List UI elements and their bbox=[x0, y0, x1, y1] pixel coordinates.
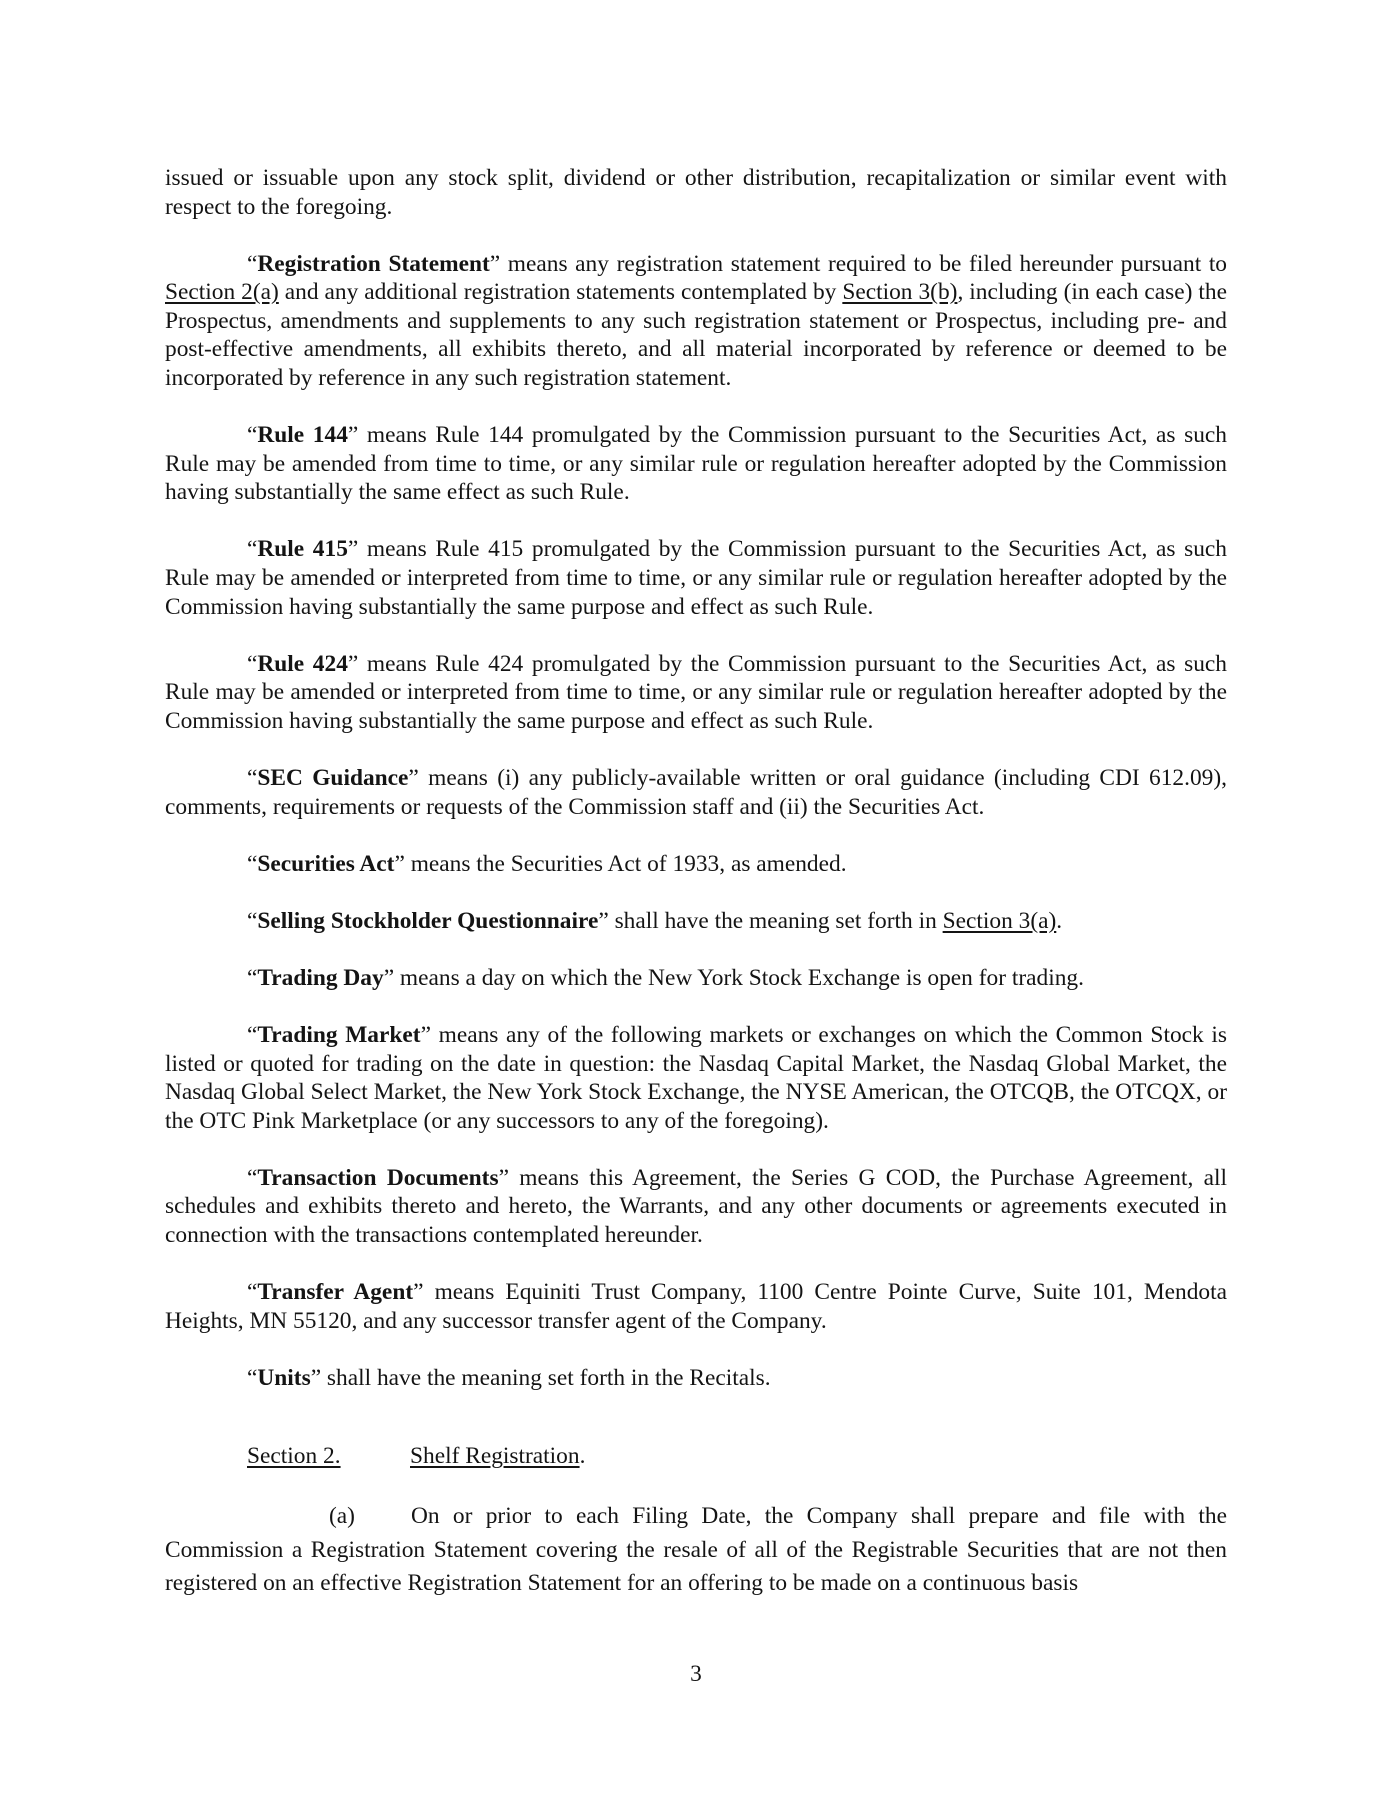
definition-selling-stockholder-questionnaire: “Selling Stockholder Questionnaire” shall have the meaning set forth in Section 3(a). bbox=[247, 907, 1063, 934]
definition-rule-415: “Rule 415” means Rule 415 promulgated by the Commission pursuant to the Securities Act, as such Rule may be amended or interpreted from time to time, or any similar rule or regulation hereafter adopted by the Commission having substantially the same purpose and effect as such Rule. bbox=[165, 536, 1227, 620]
defined-term: Rule 424 bbox=[257, 650, 348, 677]
defined-term: Securities Act bbox=[257, 850, 395, 877]
defined-term: Registration Statement bbox=[257, 250, 490, 277]
definition-registration-statement: “Registration Statement” means any registration statement required to be filed hereunder pursuant to Section 2(a) and any additional registration statements contemplated by Section 3(b), including (in each case) the Prospectus, amendments and supplements to any such registration statement or Prospectus, including pre- and post-effective amendments, all exhibits thereto, and all material incorporated by reference or deemed to be incorporated by reference in any such registration statement. bbox=[165, 250, 1228, 392]
section-reference: Section 2(a) bbox=[165, 279, 279, 306]
defined-term: Trading Market bbox=[257, 1021, 421, 1048]
section-number: Section 2. bbox=[247, 1443, 341, 1470]
section-title: Shelf Registration bbox=[410, 1443, 580, 1470]
definition-transfer-agent: “Transfer Agent” means Equiniti Trust Company, 1100 Centre Pointe Curve, Suite 101, Mendota Heights, MN 55120, and any successor transfer agent of the Company. bbox=[165, 1279, 1227, 1334]
document-page bbox=[165, 164, 1227, 1601]
definition-trading-day: “Trading Day” means a day on which the New York Stock Exchange is open for trading. bbox=[247, 964, 1084, 991]
defined-term: Trading Day bbox=[257, 964, 384, 991]
definition-securities-act: “Securities Act” means the Securities Act of 1933, as amended. bbox=[247, 850, 847, 877]
defined-term: Units bbox=[257, 1364, 311, 1391]
section-reference: Section 3(b) bbox=[842, 279, 958, 306]
definition-rule-424: “Rule 424” means Rule 424 promulgated by the Commission pursuant to the Securities Act, as such Rule may be amended or interpreted from time to time, or any similar rule or regulation hereafter adopted by the Commission having substantially the same purpose and effect as such Rule. bbox=[165, 650, 1227, 734]
definition-trading-market: “Trading Market” means any of the following markets or exchanges on which the Common Stock is listed or quoted for trading on the date in question: the Nasdaq Capital Market, the Nasdaq Global Market, the Nasdaq Global Select Market, the New York Stock Exchange, the NYSE American, the OTCQB, the OTCQX, or the OTC Pink Marketplace (or any successors to any of the foregoing). bbox=[165, 1021, 1227, 1134]
definition-rule-144: “Rule 144” means Rule 144 promulgated by the Commission pursuant to the Securities Act, as such Rule may be amended from time to time, or any similar rule or regulation hereafter adopted by the Commission having substantially the same effect as such Rule. bbox=[165, 422, 1227, 506]
definition-sec-guidance: “SEC Guidance” means (i) any publicly-available written or oral guidance (including CDI 612.09), comments, requirements or requests of the Commission staff and (ii) the Securities Act. bbox=[165, 765, 1227, 820]
defined-term: Rule 415 bbox=[257, 536, 348, 563]
defined-term: Selling Stockholder Questionnaire bbox=[257, 907, 599, 934]
section-reference: Section 3(a) bbox=[942, 907, 1057, 934]
continuation-paragraph: issued or issuable upon any stock split, dividend or other distribution, recapitalization or similar event with respect to the foregoing. bbox=[165, 165, 1227, 220]
page-number: 3 bbox=[690, 1661, 702, 1687]
subsection-2a: (a) On or prior to each Filing Date, the Company shall prepare and file with the Commission a Registration Statement covering the resale of all of the Registrable Securities that are not then registered on an effective Registration Statement for an offering to be made on a continuous basis bbox=[165, 1500, 1227, 1601]
definition-transaction-documents: “Transaction Documents” means this Agreement, the Series G COD, the Purchase Agreement, all schedules and exhibits thereto and hereto, the Warrants, and any other documents or agreements executed in connection with the transactions contemplated hereunder. bbox=[165, 1164, 1227, 1249]
subsection-label: (a) bbox=[329, 1503, 355, 1529]
defined-term: Transaction Documents bbox=[257, 1164, 499, 1191]
defined-term: Transfer Agent bbox=[257, 1279, 414, 1306]
defined-term: SEC Guidance bbox=[257, 765, 409, 791]
definition-units: “Units” shall have the meaning set forth in the Recitals. bbox=[247, 1364, 771, 1391]
section-2-heading: Section 2. Shelf Registration. bbox=[247, 1443, 586, 1470]
defined-term: Rule 144 bbox=[257, 422, 348, 449]
